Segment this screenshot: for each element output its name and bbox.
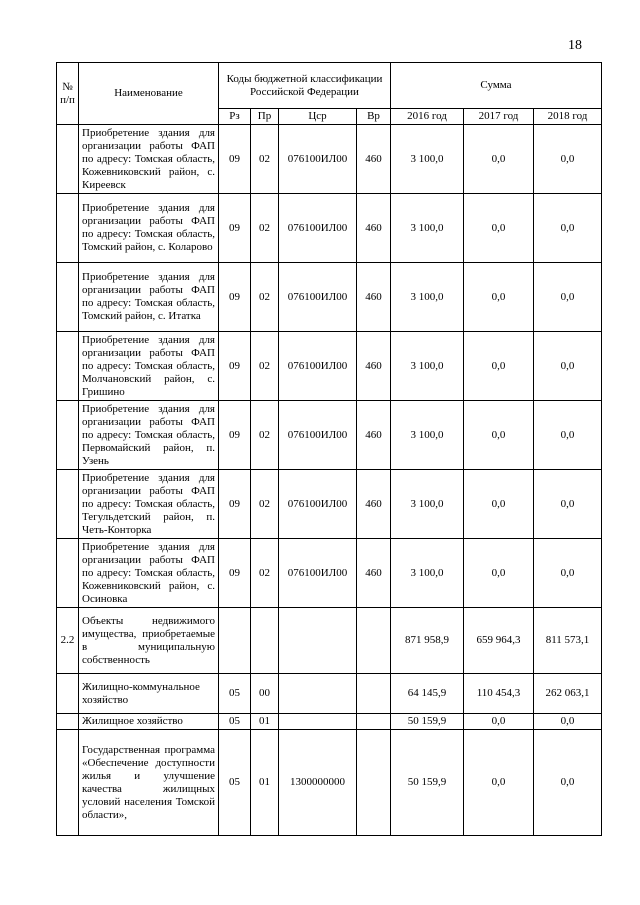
header-vr: Вр (357, 109, 391, 125)
row-rz: 09 (219, 263, 251, 332)
row-num (57, 263, 79, 332)
row-num (57, 125, 79, 194)
table-row (57, 539, 602, 608)
row-csr: 076100ИЛ00 (279, 332, 357, 401)
row-2018: 811 573,1 (534, 608, 602, 674)
row-2016: 3 100,0 (391, 194, 464, 263)
row-rz: 05 (219, 730, 251, 836)
header-csr: Цср (279, 109, 357, 125)
header-codes: Коды бюджетной классификации Российской Федерации (219, 63, 391, 109)
row-num (57, 332, 79, 401)
row-pr: 02 (251, 332, 279, 401)
row-2016: 871 958,9 (391, 608, 464, 674)
row-num: 2.2 (57, 608, 79, 674)
row-csr: 1300000000 (279, 730, 357, 836)
header-pr: Пр (251, 109, 279, 125)
row-rz: 09 (219, 125, 251, 194)
row-pr: 01 (251, 730, 279, 836)
row-vr: 460 (357, 194, 391, 263)
row-rz (219, 608, 251, 674)
row-rz: 09 (219, 470, 251, 539)
row-2016: 3 100,0 (391, 332, 464, 401)
row-rz: 09 (219, 332, 251, 401)
row-2017: 0,0 (464, 714, 534, 730)
row-2017: 110 454,3 (464, 674, 534, 714)
row-rz: 05 (219, 714, 251, 730)
row-vr: 460 (357, 263, 391, 332)
row-vr (357, 608, 391, 674)
row-csr (279, 608, 357, 674)
row-2016: 50 159,9 (391, 730, 464, 836)
row-name: Приобретение здания для организации работы ФАП по адресу: Томская область, Молчановский район, с. Гришино (79, 332, 219, 401)
row-pr: 02 (251, 539, 279, 608)
row-vr: 460 (357, 401, 391, 470)
row-2016: 64 145,9 (391, 674, 464, 714)
row-2016: 3 100,0 (391, 470, 464, 539)
row-2017: 0,0 (464, 539, 534, 608)
row-2017: 659 964,3 (464, 608, 534, 674)
row-num (57, 194, 79, 263)
row-2017: 0,0 (464, 332, 534, 401)
row-2016: 3 100,0 (391, 263, 464, 332)
row-rz: 05 (219, 674, 251, 714)
row-pr: 02 (251, 263, 279, 332)
row-pr: 01 (251, 714, 279, 730)
row-num (57, 539, 79, 608)
table-row (57, 730, 602, 836)
row-name: Жилищно-коммунальное хозяйство (79, 674, 219, 714)
row-csr: 076100ИЛ00 (279, 194, 357, 263)
row-2018: 0,0 (534, 401, 602, 470)
row-num (57, 470, 79, 539)
row-2018: 262 063,1 (534, 674, 602, 714)
row-vr (357, 730, 391, 836)
row-num (57, 674, 79, 714)
row-2017: 0,0 (464, 470, 534, 539)
header-2016: 2016 год (391, 109, 464, 125)
row-2018: 0,0 (534, 125, 602, 194)
row-2018: 0,0 (534, 714, 602, 730)
table-row (57, 470, 602, 539)
row-pr: 02 (251, 470, 279, 539)
row-2018: 0,0 (534, 263, 602, 332)
row-name: Приобретение здания для организации работы ФАП по адресу: Томская область, Томский район, с. Коларово (79, 194, 219, 263)
row-2018: 0,0 (534, 194, 602, 263)
row-2016: 3 100,0 (391, 539, 464, 608)
row-vr (357, 714, 391, 730)
header-2017: 2017 год (464, 109, 534, 125)
row-2018: 0,0 (534, 539, 602, 608)
row-rz: 09 (219, 539, 251, 608)
row-vr: 460 (357, 125, 391, 194)
row-pr: 02 (251, 125, 279, 194)
table-row (57, 263, 602, 332)
row-2018: 0,0 (534, 730, 602, 836)
header-num: № п/п (57, 63, 79, 125)
row-2018: 0,0 (534, 332, 602, 401)
row-2016: 50 159,9 (391, 714, 464, 730)
table-row (57, 401, 602, 470)
row-vr: 460 (357, 332, 391, 401)
row-vr: 460 (357, 539, 391, 608)
row-csr: 076100ИЛ00 (279, 263, 357, 332)
row-csr (279, 714, 357, 730)
row-csr: 076100ИЛ00 (279, 125, 357, 194)
header-name: Наименование (79, 63, 219, 125)
row-csr (279, 674, 357, 714)
row-pr: 02 (251, 401, 279, 470)
row-num (57, 714, 79, 730)
row-2016: 3 100,0 (391, 125, 464, 194)
row-num (57, 401, 79, 470)
row-rz: 09 (219, 401, 251, 470)
row-csr: 076100ИЛ00 (279, 539, 357, 608)
row-2016: 3 100,0 (391, 401, 464, 470)
table-row (57, 332, 602, 401)
row-pr (251, 608, 279, 674)
row-num (57, 730, 79, 836)
row-name: Объекты недвижимого имущества, приобретаемые в муниципальную собственность (79, 608, 219, 674)
row-name: Приобретение здания для организации работы ФАП по адресу: Томская область, Кожевниковский район, с. Киреевск (79, 125, 219, 194)
row-name: Жилищное хозяйство (79, 714, 219, 730)
row-name: Приобретение здания для организации работы ФАП по адресу: Томская область, Кожевниковский район, с. Осиновка (79, 539, 219, 608)
row-name: Приобретение здания для организации работы ФАП по адресу: Томская область, Первомайский район, п. Узень (79, 401, 219, 470)
table-row (57, 608, 602, 674)
row-name: Государственная программа «Обеспечение доступности жилья и улучшение качества жилищных условий населения Томской области», (79, 730, 219, 836)
row-2017: 0,0 (464, 125, 534, 194)
row-csr: 076100ИЛ00 (279, 470, 357, 539)
row-2017: 0,0 (464, 401, 534, 470)
row-vr (357, 674, 391, 714)
header-rz: Рз (219, 109, 251, 125)
row-2017: 0,0 (464, 194, 534, 263)
table-row (57, 714, 602, 730)
row-vr: 460 (357, 470, 391, 539)
header-sum: Сумма (391, 63, 602, 109)
row-name: Приобретение здания для организации работы ФАП по адресу: Томская область, Тегульдетский район, п. Четь-Конторка (79, 470, 219, 539)
row-2017: 0,0 (464, 730, 534, 836)
budget-table (56, 62, 602, 836)
row-name: Приобретение здания для организации работы ФАП по адресу: Томская область, Томский район, с. Итатка (79, 263, 219, 332)
page-number: 18 (568, 38, 582, 53)
row-pr: 00 (251, 674, 279, 714)
row-pr: 02 (251, 194, 279, 263)
header-2018: 2018 год (534, 109, 602, 125)
table-row (57, 125, 602, 194)
row-2017: 0,0 (464, 263, 534, 332)
table-row (57, 674, 602, 714)
row-2018: 0,0 (534, 470, 602, 539)
table-row (57, 194, 602, 263)
row-rz: 09 (219, 194, 251, 263)
row-csr: 076100ИЛ00 (279, 401, 357, 470)
